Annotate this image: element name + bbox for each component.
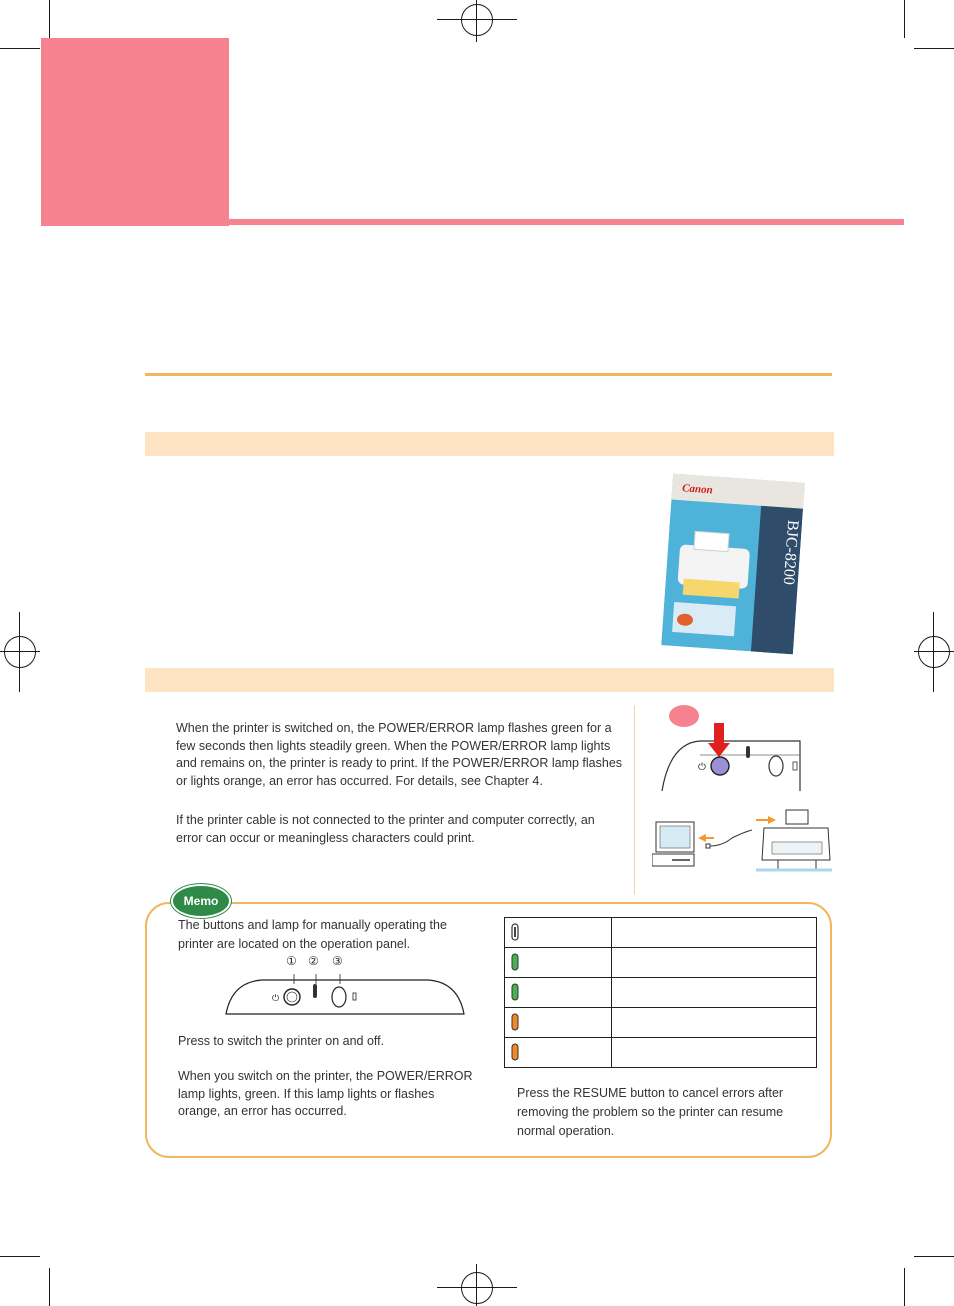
chapter-rule <box>228 219 904 225</box>
power-lamp-paragraph: When the printer is switched on, the POWER/ERROR lamp flashes green for a few seconds then lights steadily green. When the POWER/ERROR lamp lights and remains on, the printer is ready to print. If the POWER/ERROR lamp flashes or lights orange, an error has occurred. For details, see Chapter 4. <box>176 721 623 788</box>
lamp-green-flashing-icon <box>511 983 519 1001</box>
table-row <box>505 1008 817 1038</box>
operation-panel-diagram <box>222 954 468 1016</box>
memo-power-note: Press to switch the printer on and off. <box>178 1034 385 1048</box>
section-band-1 <box>145 432 834 456</box>
lamp-off-icon <box>511 923 519 941</box>
manual-cover-image <box>661 474 805 655</box>
computer-printer-illustration <box>652 808 832 878</box>
callout-1: ① <box>286 954 297 968</box>
lamp-orange-icon <box>511 1013 519 1031</box>
cover-model: BJC-8200 <box>779 519 802 586</box>
callout-2: ② <box>308 954 319 968</box>
table-row <box>505 978 817 1008</box>
memo-intro: The buttons and lamp for manually operating the printer are located on the operation panel. <box>178 918 447 951</box>
column-divider <box>634 705 635 895</box>
section-band-2 <box>145 668 834 692</box>
table-row <box>505 948 817 978</box>
callout-3: ③ <box>332 954 343 968</box>
lamp-green-icon <box>511 953 519 971</box>
memo-resume-note: Press the RESUME button to cancel errors after removing the problem so the printer can resume normal operation. <box>517 1086 784 1138</box>
cable-paragraph: If the printer cable is not connected to the printer and computer correctly, an error can occur or meaningless characters could print. <box>176 813 595 845</box>
power-button-illustration <box>640 703 810 793</box>
cover-brand: Canon <box>681 482 714 497</box>
memo-lamp-note: When you switch on the printer, the POWER/ERROR lamp lights, green. If this lamp lights or flashes orange, an error has occurred. <box>178 1069 473 1118</box>
table-row <box>505 1038 817 1068</box>
chapter-block <box>41 38 229 226</box>
table-row <box>505 918 817 948</box>
svg-text:⏻: ⏻ <box>272 993 280 1003</box>
lamp-status-table <box>504 917 817 1068</box>
svg-text:⏻: ⏻ <box>698 762 706 773</box>
lamp-orange-flashing-icon <box>511 1043 519 1061</box>
section-rule <box>145 373 832 376</box>
memo-badge: Memo <box>171 884 231 918</box>
